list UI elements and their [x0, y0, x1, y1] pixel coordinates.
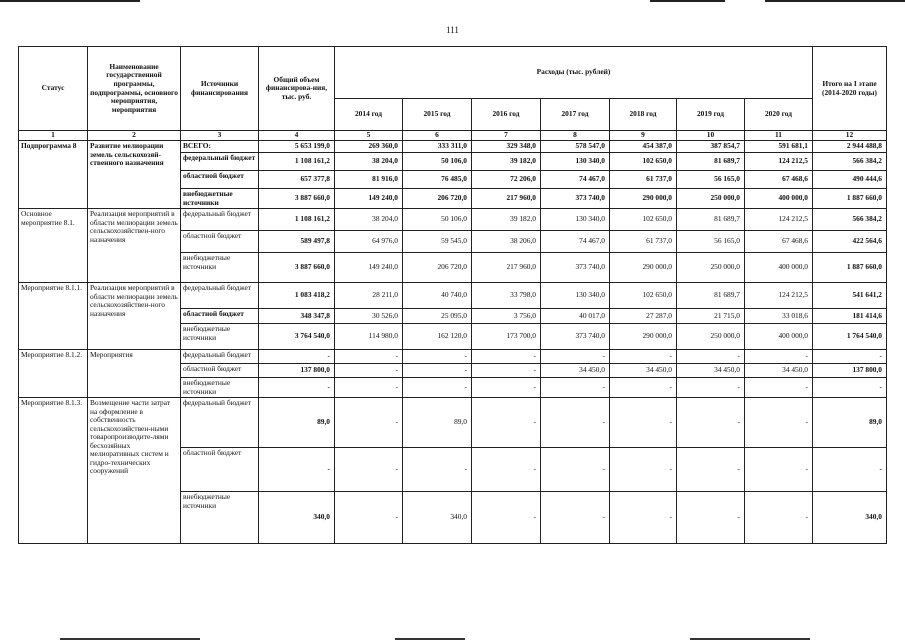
funding-source-cell: областной бюджет: [181, 171, 259, 189]
year-value-cell: 50 106,0: [403, 209, 472, 231]
year-value-cell: -: [541, 350, 610, 364]
year-value-cell: -: [403, 364, 472, 378]
year-value-cell: 56 165,0: [677, 171, 745, 189]
year-value-cell: 124 212,5: [745, 283, 813, 309]
stage-total-cell: 181 414,6: [813, 309, 887, 324]
year-value-cell: 149 240,0: [335, 253, 403, 283]
year-value-cell: 27 287,0: [610, 309, 677, 324]
column-number: 7: [472, 131, 541, 141]
program-name-cell: Развитие мелиорации земель сельскохозяй-ственного назначения: [88, 141, 181, 209]
stage-total-cell: 566 384,2: [813, 153, 887, 171]
header-year: 2015 год: [403, 99, 472, 131]
year-value-cell: -: [610, 378, 677, 398]
header-year: 2018 год: [610, 99, 677, 131]
funding-source-cell: областной бюджет: [181, 309, 259, 324]
year-value-cell: 34 450,0: [610, 364, 677, 378]
year-value-cell: -: [472, 492, 541, 544]
year-value-cell: 59 545,0: [403, 231, 472, 253]
column-number: 10: [677, 131, 745, 141]
header-program-name: Наименование государственной программы, подпрограммы, основного мероприятия, мероприятия: [88, 47, 181, 131]
year-value-cell: -: [541, 492, 610, 544]
total-volume-cell: 657 377,8: [259, 171, 335, 189]
funding-source-cell: областной бюджет: [181, 448, 259, 492]
year-value-cell: 21 715,0: [677, 309, 745, 324]
year-value-cell: 34 450,0: [745, 364, 813, 378]
year-value-cell: -: [335, 350, 403, 364]
year-value-cell: 206 720,0: [403, 189, 472, 209]
year-value-cell: 149 240,0: [335, 189, 403, 209]
year-value-cell: 64 976,0: [335, 231, 403, 253]
year-value-cell: 340,0: [403, 492, 472, 544]
year-value-cell: -: [677, 492, 745, 544]
status-cell: Мероприятие 8.1.3.: [19, 398, 88, 544]
status-cell: Мероприятие 8.1.1.: [19, 283, 88, 350]
year-value-cell: 578 547,0: [541, 141, 610, 153]
status-cell: Мероприятие 8.1.2.: [19, 350, 88, 398]
scan-edge-line: [650, 0, 725, 2]
total-volume-cell: 5 653 199,0: [259, 141, 335, 153]
header-year: 2020 год: [745, 99, 813, 131]
year-value-cell: -: [745, 398, 813, 448]
program-name-cell: Мероприятия: [88, 350, 181, 398]
year-value-cell: 81 689,7: [677, 153, 745, 171]
year-value-cell: 30 526,0: [335, 309, 403, 324]
table-row: [19, 283, 887, 309]
stage-total-cell: 2 944 488,8: [813, 141, 887, 153]
status-cell: Основное мероприятие 8.1.: [19, 209, 88, 283]
year-value-cell: 102 650,0: [610, 209, 677, 231]
header-status: Статус: [19, 47, 88, 131]
year-value-cell: 269 360,0: [335, 141, 403, 153]
year-value-cell: 173 700,0: [472, 324, 541, 350]
year-value-cell: -: [677, 398, 745, 448]
total-volume-cell: 3 887 660,0: [259, 189, 335, 209]
year-value-cell: 81 689,7: [677, 283, 745, 309]
header-year: 2016 год: [472, 99, 541, 131]
funding-source-cell: внебюджетные источники: [181, 492, 259, 544]
scan-edge-line: [0, 0, 140, 2]
year-value-cell: -: [472, 448, 541, 492]
year-value-cell: 89,0: [403, 398, 472, 448]
stage-total-cell: 490 444,6: [813, 171, 887, 189]
funding-source-cell: федеральный бюджет: [181, 283, 259, 309]
total-volume-cell: 137 800,0: [259, 364, 335, 378]
funding-source-cell: областной бюджет: [181, 364, 259, 378]
year-value-cell: -: [472, 364, 541, 378]
funding-source-cell: ВСЕГО:: [181, 141, 259, 153]
year-value-cell: -: [610, 350, 677, 364]
total-volume-cell: -: [259, 350, 335, 364]
stage-total-cell: 137 800,0: [813, 364, 887, 378]
year-value-cell: 373 740,0: [541, 324, 610, 350]
program-name-cell: Реализация мероприятий в области мелиорации земель сельскохозяйствен-ного назначения: [88, 209, 181, 283]
year-value-cell: -: [677, 378, 745, 398]
year-value-cell: 67 468,6: [745, 231, 813, 253]
stage-total-cell: 1 887 660,0: [813, 189, 887, 209]
column-number: 12: [813, 131, 887, 141]
year-value-cell: 130 340,0: [541, 209, 610, 231]
year-value-cell: 250 000,0: [677, 253, 745, 283]
year-value-cell: 61 737,0: [610, 171, 677, 189]
year-value-cell: 38 204,0: [335, 153, 403, 171]
total-volume-cell: 589 497,8: [259, 231, 335, 253]
total-volume-cell: 1 108 161,2: [259, 209, 335, 231]
year-value-cell: 130 340,0: [541, 283, 610, 309]
table-row: [19, 209, 887, 231]
year-value-cell: 56 165,0: [677, 231, 745, 253]
year-value-cell: 25 095,0: [403, 309, 472, 324]
status-cell: Подпрограмма 8: [19, 141, 88, 209]
year-value-cell: -: [335, 448, 403, 492]
year-value-cell: -: [610, 448, 677, 492]
column-number: 1: [19, 131, 88, 141]
year-value-cell: 290 000,0: [610, 189, 677, 209]
year-value-cell: 61 737,0: [610, 231, 677, 253]
total-volume-cell: 1 108 161,2: [259, 153, 335, 171]
year-value-cell: 81 916,0: [335, 171, 403, 189]
year-value-cell: 206 720,0: [403, 253, 472, 283]
year-value-cell: 400 000,0: [745, 324, 813, 350]
total-volume-cell: -: [259, 378, 335, 398]
stage-total-cell: 1 887 660,0: [813, 253, 887, 283]
year-value-cell: 39 182,0: [472, 153, 541, 171]
year-value-cell: 38 204,0: [335, 209, 403, 231]
stage-total-cell: 340,0: [813, 492, 887, 544]
year-value-cell: 290 000,0: [610, 253, 677, 283]
year-value-cell: 217 960,0: [472, 189, 541, 209]
year-value-cell: -: [335, 398, 403, 448]
header-stage-total: Итого на I этапе (2014-2020 годы): [813, 47, 887, 131]
year-value-cell: 3 756,0: [472, 309, 541, 324]
year-value-cell: 387 854,7: [677, 141, 745, 153]
total-volume-cell: 348 347,8: [259, 309, 335, 324]
stage-total-cell: -: [813, 378, 887, 398]
year-value-cell: 290 000,0: [610, 324, 677, 350]
year-value-cell: 124 212,5: [745, 153, 813, 171]
year-value-cell: 217 960,0: [472, 253, 541, 283]
column-number: 9: [610, 131, 677, 141]
header-year: 2014 год: [335, 99, 403, 131]
year-value-cell: 591 681,1: [745, 141, 813, 153]
year-value-cell: 373 740,0: [541, 253, 610, 283]
year-value-cell: 28 211,0: [335, 283, 403, 309]
scan-edge-line: [765, 0, 905, 2]
year-value-cell: 74 467,0: [541, 171, 610, 189]
year-value-cell: 102 650,0: [610, 283, 677, 309]
year-value-cell: 72 206,0: [472, 171, 541, 189]
total-volume-cell: 1 083 418,2: [259, 283, 335, 309]
year-value-cell: 124 212,5: [745, 209, 813, 231]
stage-total-cell: 541 641,2: [813, 283, 887, 309]
stage-total-cell: 566 384,2: [813, 209, 887, 231]
total-volume-cell: 3 887 660,0: [259, 253, 335, 283]
year-value-cell: 40 740,0: [403, 283, 472, 309]
year-value-cell: 34 450,0: [541, 364, 610, 378]
year-value-cell: -: [677, 448, 745, 492]
financing-table: [18, 46, 887, 544]
year-value-cell: -: [403, 350, 472, 364]
year-value-cell: -: [335, 364, 403, 378]
page-number: 111: [446, 25, 459, 35]
funding-source-cell: внебюджетные источники: [181, 324, 259, 350]
funding-source-cell: внебюджетные источники: [181, 253, 259, 283]
column-number: 8: [541, 131, 610, 141]
year-value-cell: 400 000,0: [745, 253, 813, 283]
year-value-cell: -: [610, 492, 677, 544]
stage-total-cell: -: [813, 448, 887, 492]
funding-source-cell: внебюджетные источники: [181, 189, 259, 209]
year-value-cell: -: [335, 492, 403, 544]
total-volume-cell: 3 764 540,0: [259, 324, 335, 350]
funding-source-cell: внебюджетные источники: [181, 378, 259, 398]
total-volume-cell: 89,0: [259, 398, 335, 448]
year-value-cell: 39 182,0: [472, 209, 541, 231]
total-volume-cell: -: [259, 448, 335, 492]
year-value-cell: -: [541, 448, 610, 492]
year-value-cell: -: [335, 378, 403, 398]
funding-source-cell: федеральный бюджет: [181, 350, 259, 364]
funding-source-cell: федеральный бюджет: [181, 398, 259, 448]
header-year: 2019 год: [677, 99, 745, 131]
column-number-row: [19, 131, 887, 141]
stage-total-cell: 1 764 540,0: [813, 324, 887, 350]
year-value-cell: 67 468,6: [745, 171, 813, 189]
year-value-cell: -: [745, 378, 813, 398]
header-funding-source: Источники финансирования: [181, 47, 259, 131]
table-row: [19, 141, 887, 153]
funding-source-cell: федеральный бюджет: [181, 153, 259, 171]
year-value-cell: 114 980,0: [335, 324, 403, 350]
program-name-cell: Реализация мероприятий в области мелиорации земель сельскохозяйствен-ного назначения: [88, 283, 181, 350]
table-row: [19, 398, 887, 448]
program-name-cell: Возмещение части затрат на оформление в собственность сельскохозяйствен-ными товаропроизводите-лями бесхозяйных мелиоративных систем и гидро-технических сооружений: [88, 398, 181, 544]
header-total-volume: Общий объем финансирова-ния, тыс. руб.: [259, 47, 335, 131]
year-value-cell: 81 689,7: [677, 209, 745, 231]
year-value-cell: 34 450,0: [677, 364, 745, 378]
year-value-cell: 33 798,0: [472, 283, 541, 309]
year-value-cell: 400 000,0: [745, 189, 813, 209]
table-body: [19, 141, 887, 544]
year-value-cell: -: [472, 398, 541, 448]
year-value-cell: 50 106,0: [403, 153, 472, 171]
year-value-cell: -: [745, 350, 813, 364]
year-value-cell: 250 000,0: [677, 324, 745, 350]
year-value-cell: 250 000,0: [677, 189, 745, 209]
column-number: 6: [403, 131, 472, 141]
year-value-cell: 38 206,0: [472, 231, 541, 253]
year-value-cell: -: [745, 492, 813, 544]
year-value-cell: 162 120,0: [403, 324, 472, 350]
year-value-cell: -: [610, 398, 677, 448]
column-number: 3: [181, 131, 259, 141]
total-volume-cell: 340,0: [259, 492, 335, 544]
year-value-cell: 329 348,0: [472, 141, 541, 153]
table-row: [19, 350, 887, 364]
year-value-cell: 74 467,0: [541, 231, 610, 253]
funding-source-cell: федеральный бюджет: [181, 209, 259, 231]
year-value-cell: -: [541, 378, 610, 398]
year-value-cell: 454 387,0: [610, 141, 677, 153]
year-value-cell: 33 018,6: [745, 309, 813, 324]
column-number: 4: [259, 131, 335, 141]
year-value-cell: 76 485,0: [403, 171, 472, 189]
year-value-cell: 373 740,0: [541, 189, 610, 209]
year-value-cell: 130 340,0: [541, 153, 610, 171]
year-value-cell: -: [403, 378, 472, 398]
stage-total-cell: 422 564,6: [813, 231, 887, 253]
year-value-cell: -: [541, 398, 610, 448]
column-number: 5: [335, 131, 403, 141]
header-year: 2017 год: [541, 99, 610, 131]
column-number: 2: [88, 131, 181, 141]
stage-total-cell: -: [813, 350, 887, 364]
year-value-cell: -: [472, 378, 541, 398]
column-number: 11: [745, 131, 813, 141]
year-value-cell: 102 650,0: [610, 153, 677, 171]
header-expenses: Расходы (тыс. рублей): [335, 47, 813, 99]
year-value-cell: -: [472, 350, 541, 364]
year-value-cell: -: [745, 448, 813, 492]
year-value-cell: 333 311,0: [403, 141, 472, 153]
year-value-cell: -: [677, 350, 745, 364]
year-value-cell: -: [403, 448, 472, 492]
year-value-cell: 40 017,0: [541, 309, 610, 324]
stage-total-cell: 89,0: [813, 398, 887, 448]
funding-source-cell: областной бюджет: [181, 231, 259, 253]
